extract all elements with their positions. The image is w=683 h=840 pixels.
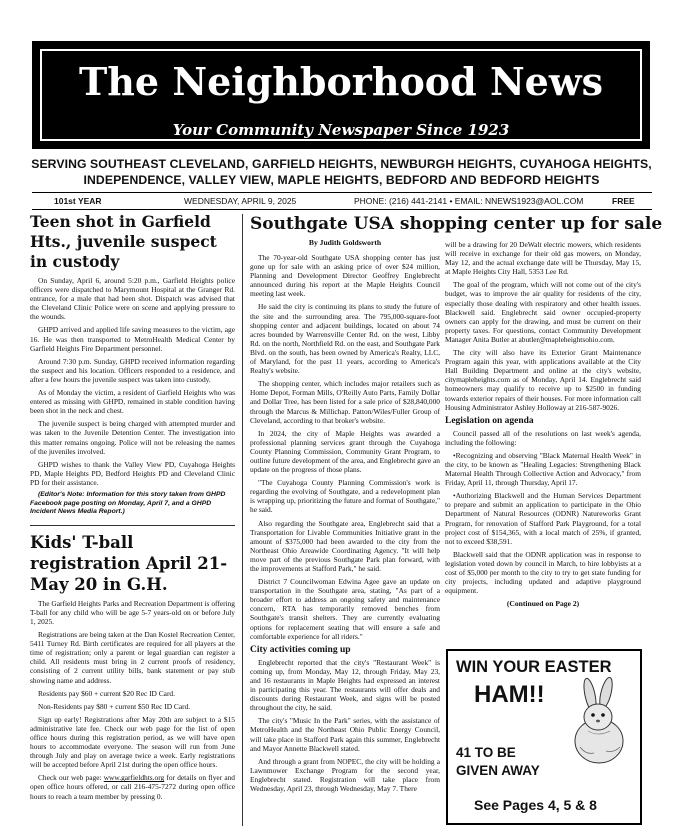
tball-paragraph-last bbox=[30, 773, 235, 800]
ad-line-1: WIN YOUR EASTER bbox=[456, 658, 612, 676]
legislation-paragraph: Blackwell said that the ODNR application was in response to legislation voted down by council in March, to hire lobbyists at a cost of $5,000 per month to the city to try to get state funding for city projects, including updated and adaptive playground equipment. bbox=[445, 549, 641, 596]
garfield-website-link[interactable]: www.garfieldhts.org bbox=[103, 773, 165, 783]
ad-line-3: 41 TO BE bbox=[456, 745, 516, 760]
serving-line-2: INDEPENDENCE, VALLEY VIEW, MAPLE HEIGHTS, BEDFORD AND BEDFORD HEIGHTS bbox=[83, 173, 600, 187]
continued-note: (Continued on Page 2) bbox=[506, 599, 580, 609]
tball-headline: Kids' T-ball registration April 21-May 20 in G.H. bbox=[30, 532, 228, 594]
southgate-paragraph: He said the city is continuing its plans to study the future of the site and the surrounding area. The 795,000-square-foot shopping center and adjacent buildings, located on about 74 acres bounded by Warrensville Center Rd. on the west, Libby Rd. on the north, Northfield Rd. on the east, and Southgate Park Blvd. on the south, has been owned by America's Realty, LLC, of Maryland, for the past 11 years, according to America's Realty's website. bbox=[250, 302, 440, 376]
serving-area bbox=[24, 156, 659, 188]
tball-paragraph: Non-Residents pay $80 + current $50 Rec ID Card. bbox=[38, 701, 191, 711]
byline: By Judith Goldsworth bbox=[308, 238, 382, 247]
southgate-paragraph: The 70-year-old Southgate USA shopping center has just gone up for sale with an asking price of over $24 million, Planning and Development Director Geoffrey Englebrecht announced during his report at the Maple Heights Council meeting last week. bbox=[250, 253, 440, 299]
teen-paragraph: GHPD wishes to thank the Valley View PD, Cuyahoga Heights PD, Maple Heights PD, Bedford Heights PD and Cleveland Clinic PD for their assistance. bbox=[30, 459, 235, 487]
teen-headline: Teen shot in Garfield Hts., juvenile suspect in custody bbox=[30, 212, 217, 271]
left-column bbox=[30, 212, 235, 805]
legislation-paragraph: •Recognizing and observing "Black Maternal Health Week" in the city, to be known as "Healing Legacies: Strengthening Black Maternal Health Through Collective Action and Advocacy," from Friday, April 11, through Thursday, April 17. bbox=[445, 450, 641, 488]
southgate-paragraph: Also regarding the Southgate area, Englebrecht said that a Transportation for Livable Communities Initiative grant in the amount of $375,000 had been awarded to the city from the Northeast Ohio Areawide Coordinating Agency. "It will help move part of the previous Southgate Park plan forward, with the improvements at Stafford Park," he said. bbox=[250, 518, 440, 573]
city-paragraph: The city's "Music In the Park" series, with the assistance of MetroHealth and the Northeast Ohio Public Energy Council, will take place in Stafford Park again this summer, Englebrecht and Mayor Annette Blackwell stated. bbox=[250, 716, 440, 753]
southgate-paragraph: The city will also have its Exterior Grant Maintenance Program again this year, with applications available at the City Hall Building Department and online at the city's website, citymapleheights.com as of Monday, April 14. Englebrecht said homeowners may qualify to receive up to $2500 in funding towards exterior repairs of their houses. For more information call Housing Administrator Ashley Holloway at 216-587-9026. bbox=[445, 348, 641, 412]
bunny-icon bbox=[566, 677, 636, 765]
legislation-paragraph: •Authorizing Blackwell and the Human Services Department to prepare and submit an application to participate in the Ohio Department of Natural Resources (ODNR) Natureworks Grant Program, for renovation of Stafford Park Playground, for a total project cost of $154,365, with a local match of 25%, if granted, not to exceed $38,591. bbox=[445, 491, 641, 546]
city-paragraph: Englebrecht reported that the city's "Restaurant Week" is coming up, from Monday, May 12, through Friday, May 23, and 16 restaurants in Maple Heights had expressed an interest in participating this year. The restaurants will offer deals and discounts during Restaurant Week, and signs will be posted throughout the city, he said. bbox=[250, 657, 440, 713]
column-rule-1 bbox=[242, 214, 243, 826]
ad-line-4: GIVEN AWAY bbox=[456, 763, 540, 778]
ad-line-5: See Pages 4, 5 & 8 bbox=[474, 797, 597, 813]
teen-paragraph: As of Monday the victim, a resident of Garfield Heights who was entered as missing with GHPD, remained in stable condition having been shot in the neck and chest. bbox=[30, 388, 235, 416]
teen-paragraph: On Sunday, April 6, around 5:20 p.m., Garfield Heights police officers were dispatched to Marymount Hospital at the Granger Rd. entrance, for a male that had been shot. Dispatch was advised that the Cleveland Clinic Police were on scene and applying pressure to the wounds. bbox=[30, 276, 235, 322]
easter-ham-ad bbox=[446, 649, 642, 825]
tball-text: for details on flyer and open office hours offered, or call 216-475-7272 during open office hours to reach a team member by pressing 0. bbox=[30, 773, 235, 801]
tball-paragraph: The Garfield Heights Parks and Recreation Department is offering T-ball for any child who will be age 5-7 years-old on or before July 1, 2025. bbox=[30, 598, 235, 626]
paper-tagline: Your Community Newspaper Since 1923 bbox=[172, 121, 510, 139]
masthead-frame bbox=[40, 49, 642, 141]
teen-paragraph: GHPD arrived and applied life saving measures to the victim, age 16. He was then transported to MetroHealth Medical Center by Garfield Heights Fire Department personnel. bbox=[30, 325, 235, 353]
serving-line-1: SERVING SOUTHEAST CLEVELAND, GARFIELD HEIGHTS, NEWBURGH HEIGHTS, CUYAHOGA HEIGHTS, bbox=[31, 157, 652, 171]
tball-text: Check our web page: bbox=[38, 773, 104, 783]
ad-line-2: HAM!! bbox=[474, 681, 545, 708]
issue-date: WEDNESDAY, APRIL 9, 2025 bbox=[184, 196, 297, 206]
article-divider bbox=[30, 525, 235, 526]
contact-info: PHONE: (216) 441-2141 • EMAIL: NNEWS1923@AOL.COM bbox=[354, 196, 584, 206]
southgate-paragraph: District 7 Councilwoman Edwina Agee gave an update on transportation in the Southgate area, stating, "As part of a broader effort to address an ongoing safety and maintenance concern, RTA has temporarily removed benches from Southgate's transit shelters. They are currently evaluating options for replacement seating that will ensure a safe and comfortable experience for all riders." bbox=[250, 577, 440, 641]
southgate-paragraph: will be a drawing for 20 DeWalt electric mowers, which residents will receive in exchange for their old gas mowers, on Monday, May 12, and the actual exchange date will be Thursday, May 15, at Maple Heights City Hall, 5353 Lee Rd. bbox=[445, 240, 641, 277]
southgate-paragraph: The shopping center, which includes major retailers such as Home Depot, Forman Mills, O'Reilly Auto Parts, Family Dollar and Dollar Tree, has been listed for a sale price of $28,840,000 through the Marcus & Millichap. Patton/Wiles/Fuller Group of Cleveland, according to that broker's website. bbox=[250, 379, 440, 425]
teen-paragraph: The juvenile suspect is being charged with attempted murder and was taken to the Juvenile Detention Center. The investigation into this matter remains ongoing. Police will not be releasing the names of the juveniles involved. bbox=[30, 419, 235, 456]
price-label: FREE bbox=[612, 196, 635, 206]
info-bar bbox=[32, 192, 652, 210]
southgate-paragraph: The goal of the program, which will not come out of the city's budget, was to improve the air quality for residents of the city, especially those dealing with respiratory and other health issues. Blackwell said. Englebrecht said owner occupied-property owners can apply for the drawing, and must be current on their property taxes. For questions, contact Community Development Manager Anita Butler at abutler@mapleheightsohio.com. bbox=[445, 280, 641, 344]
tball-paragraph: Registrations are being taken at the Dan Kostel Recreation Center, 5411 Turney Rd. Birth certificates are required for all players at the time of registration; only a parent or legal guardian can register a child. All residents must bring in 2 current proofs of residency, consisting of 2 current utility bills, bank statement or pay stub showing name and address. bbox=[30, 630, 235, 685]
tball-paragraph: Residents pay $60 + current $20 Rec ID Card. bbox=[38, 688, 175, 698]
year-label: 101st YEAR bbox=[54, 196, 102, 206]
teen-paragraph: Around 7:30 p.m. Sunday, GHPD received information regarding the suspect and his location. Officers responded to a residence, and after a few hours the juvenile suspect was taken into custody. bbox=[30, 356, 235, 384]
right-column bbox=[445, 240, 641, 608]
southgate-paragraph: In 2024, the city of Maple Heights was awarded a professional planning services grant through the Cuyahoga County Planning Commission, Community Grant Program, to outline future development of the area, and Englebrecht gave an update on the progress of those plans. bbox=[250, 428, 440, 475]
masthead bbox=[32, 41, 650, 149]
tball-paragraph: Sign up early! Registrations after May 20th are subject to a $15 administrative late fee. Check our web page for the list of open office hours during this registration period, as we will have open hours to accommodate everyone. The season will run from June through July and play on average twice a week. Early registrations will be accepted before April 21st during the open office hours. bbox=[30, 714, 235, 770]
legislation-paragraph: Council passed all of the resolutions on last week's agenda, including the following: bbox=[445, 428, 641, 447]
paper-title: The Neighborhood News bbox=[79, 59, 603, 104]
editors-note: (Editor's Note: Information for this story taken from GHPD Facebook page posting on Monday, April 7, and a GHPD Incident News Media Report.) bbox=[30, 490, 226, 516]
city-activities-subhead: City activities coming up bbox=[250, 644, 351, 655]
middle-column bbox=[250, 212, 440, 797]
city-paragraph: And through a grant from NOPEC, the city will be holding a Lawnmower Exchange Program for the second year, Englebrecht stated. Registration will take place from Wednesday, April 23, through Wednesday, May 7. There bbox=[250, 756, 440, 793]
legislation-subhead: Legislation on agenda bbox=[445, 415, 534, 426]
southgate-headline: Southgate USA shopping center up for sale bbox=[250, 214, 663, 234]
southgate-paragraph: "The Cuyahoga County Planning Commission's work is regarding the evolving of Southgate, and a redevelopment plan is wrapping up, prioritizing the future and format of Southgate," he said. bbox=[250, 478, 440, 515]
